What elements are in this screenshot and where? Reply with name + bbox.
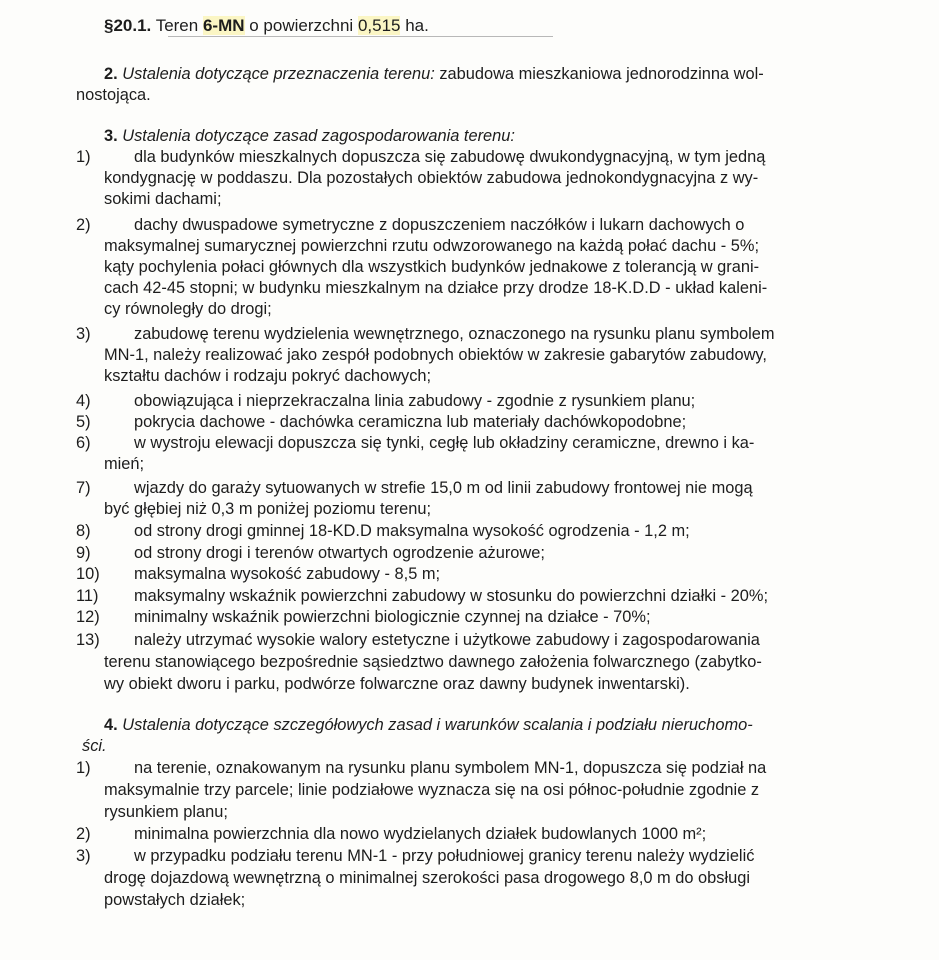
list-item-number: 7): [76, 479, 91, 497]
section-3-heading: [104, 126, 515, 146]
list-item-number: 2): [76, 216, 91, 234]
list-item-number: 1): [76, 759, 91, 777]
list-item-text: maksymalnie trzy parcele; linie podziałowe wyznacza się na osi północ-południe zgodnie z: [104, 781, 760, 799]
list-item-text: MN-1, należy realizować jako zespół podobnych obiektów w zakresie gabarytów zabudowy,: [104, 346, 767, 364]
list-item-text: dachy dwuspadowe symetryczne z dopuszczeniem naczółków i lukarn dachowych o: [134, 216, 745, 234]
section-4-heading: [104, 715, 753, 735]
list-item-text: w przypadku podziału terenu MN-1 - przy południowej granicy terenu należy wydzielić: [134, 847, 755, 865]
list-item-text: wy obiekt dworu i parku, podwórze folwarczne oraz dawny budynek inwentarski).: [104, 675, 690, 693]
section-4-title: Ustalenia dotyczące szczegółowych zasad i warunków scalania i podziału nieruchomo-: [122, 716, 753, 734]
section-4-title-cont: ści.: [82, 737, 107, 755]
list-item-text: minimalna powierzchnia dla nowo wydzielanych działek budowlanych 1000 m²;: [134, 825, 707, 843]
list-item-text: maksymalny wskaźnik powierzchni zabudowy w stosunku do powierzchni działki - 20%;: [134, 587, 769, 605]
list-item-text: dla budynków mieszkalnych dopuszcza się zabudowę dwukondygnacyjną, w tym jedną: [134, 148, 766, 166]
section-heading: [104, 16, 429, 36]
list-item-text: terenu stanowiącego bezpośrednie sąsiedztwo dawnego założenia folwarcznego (zabytko-: [104, 653, 762, 671]
list-item-number: 8): [76, 522, 91, 540]
list-item-text: wjazdy do garaży sytuowanych w strefie 15,0 m od linii zabudowy frontowej nie mogą: [134, 479, 753, 497]
list-item-text: rysunkiem planu;: [104, 803, 228, 821]
list-item-number: 5): [76, 413, 91, 431]
list-item-text: od strony drogi gminnej 18-KD.D maksymalna wysokość ogrodzenia - 1,2 m;: [134, 522, 690, 540]
list-item-number: 13): [76, 631, 100, 649]
list-item-text: maksymalnej sumarycznej powierzchni rzutu odwzorowanego na każdą połać dachu - 5%;: [104, 237, 760, 255]
list-item-text: sokimi dachami;: [104, 190, 222, 208]
list-item-text: drogę dojazdową wewnętrzną o minimalnej szerokości pasa drogowego 8,0 m do obsługi: [104, 869, 750, 887]
list-item-text: kąty pochylenia połaci głównych dla wszystkich budynków jednakowe z tolerancją w grani-: [104, 258, 760, 276]
list-item-text: cy równoległy do drogi;: [104, 300, 272, 318]
list-item-text: maksymalna wysokość zabudowy - 8,5 m;: [134, 565, 441, 583]
list-item-text: minimalny wskaźnik powierzchni biologicznie czynnej na działce - 70%;: [134, 608, 651, 626]
section-2-number: 2.: [104, 65, 118, 83]
section-2-line-2: nostojąca.: [76, 86, 151, 104]
list-item-text: od strony drogi i terenów otwartych ogrodzenie ażurowe;: [134, 544, 545, 562]
list-item-text: być głębiej niż 0,3 m poniżej poziomu terenu;: [104, 500, 432, 518]
list-item-number: 9): [76, 544, 91, 562]
list-item-text: na terenie, oznakowanym na rysunku planu symbolem MN-1, dopuszcza się podział na: [134, 759, 767, 777]
terrain-area: 0,515: [357, 16, 401, 35]
heading-underline: [168, 36, 553, 37]
list-item-text: obowiązująca i nieprzekraczalna linia zabudowy - zgodnie z rysunkiem planu;: [134, 392, 696, 410]
section-2-line-1: [104, 64, 764, 84]
list-item-number: 3): [76, 847, 91, 865]
section-4-number: 4.: [104, 716, 118, 734]
section-3-title: Ustalenia dotyczące zasad zagospodarowania terenu:: [122, 127, 515, 145]
list-item-number: 2): [76, 825, 91, 843]
list-item-number: 12): [76, 608, 100, 626]
list-item-number: 4): [76, 392, 91, 410]
area-unit: ha.: [405, 16, 429, 35]
terrain-symbol: 6-MN: [202, 16, 245, 35]
list-item-text: zabudowę terenu wydzielenia wewnętrznego, oznaczonego na rysunku planu symbolem: [134, 325, 775, 343]
list-item-number: 10): [76, 565, 100, 583]
list-item-number: 3): [76, 325, 91, 343]
section-number: §20.1.: [104, 16, 152, 35]
heading-pre: Teren: [155, 16, 199, 35]
list-item-text: w wystroju elewacji dopuszcza się tynki, cegłę lub okładziny ceramiczne, drewno i ka-: [134, 434, 755, 452]
list-item-text: cach 42-45 stopni; w budynku mieszkalnym na działce przy drodze 18-K.D.D - układ kaleni-: [104, 279, 768, 297]
list-item-number: 11): [76, 587, 99, 605]
heading-mid: o powierzchni: [249, 16, 354, 35]
list-item-text: kondygnację w poddaszu. Dla pozostałych obiektów zabudowa jednokondygnacyjna z wy-: [104, 169, 759, 187]
list-item-text: powstałych działek;: [104, 891, 246, 909]
list-item-text: mień;: [104, 455, 145, 473]
list-item-text: należy utrzymać wysokie walory estetyczne i użytkowe zabudowy i zagospodarowania: [134, 631, 760, 649]
section-2-title: Ustalenia dotyczące przeznaczenia terenu:: [122, 65, 435, 83]
section-2-text: zabudowa mieszkaniowa jednorodzinna wol-: [439, 65, 764, 83]
list-item-text: pokrycia dachowe - dachówka ceramiczna lub materiały dachówkopodobne;: [134, 413, 687, 431]
section-3-number: 3.: [104, 127, 118, 145]
list-item-number: 6): [76, 434, 91, 452]
list-item-text: kształtu dachów i rodzaju pokryć dachowych;: [104, 367, 432, 385]
list-item-number: 1): [76, 148, 91, 166]
